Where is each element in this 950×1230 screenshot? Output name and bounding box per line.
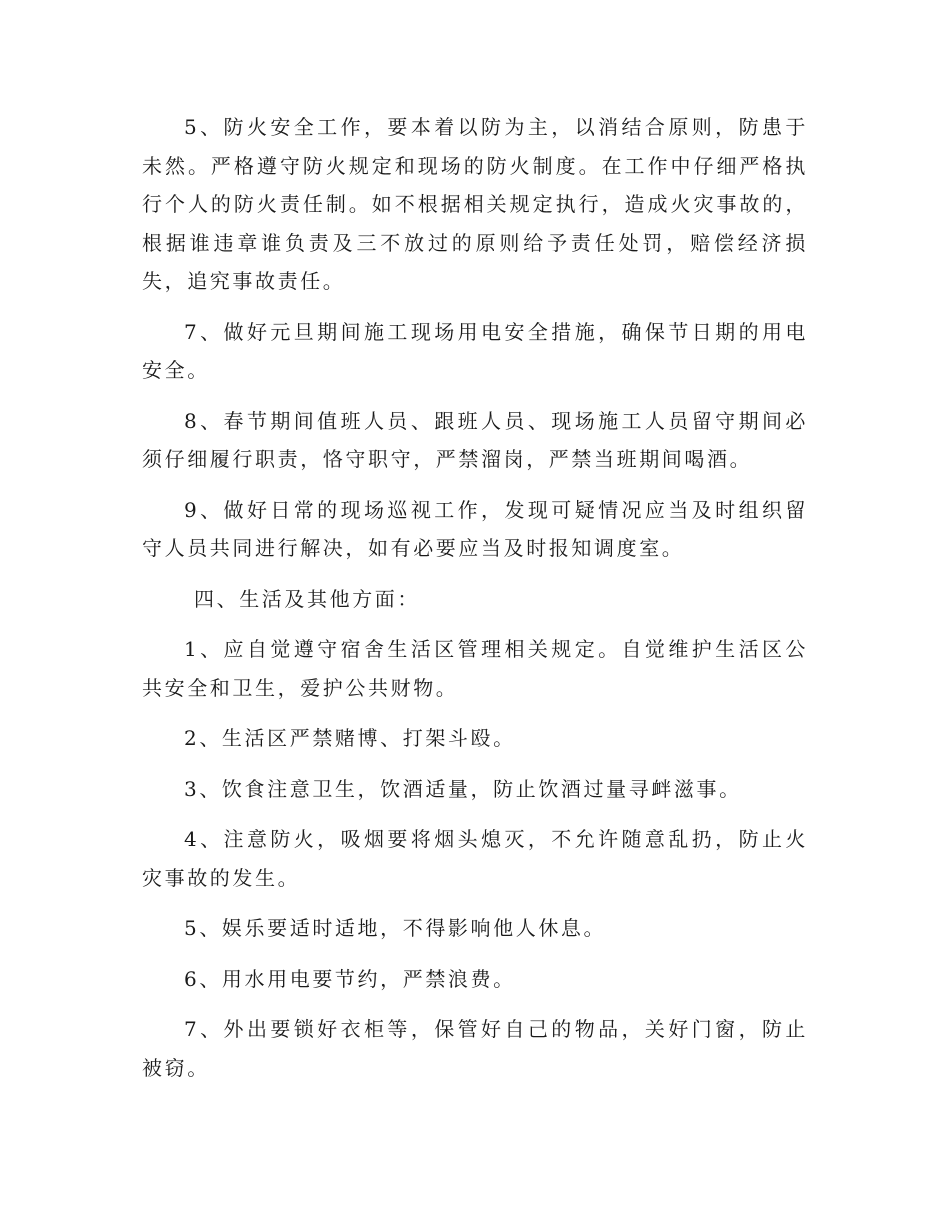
section-heading-living: 四、生活及其他方面： [194,586,420,611]
paragraph-food-drink: 3、饮食注意卫生，饮酒适量，防止饮酒过量寻衅滋事。 [184,776,742,801]
paragraph-spring-festival-duty: 8、春节期间值班人员、跟班人员、现场施工人员留守期间必须仔细履行职责，恪守职守，严禁溜岗，严禁当班期间喝酒。 [142,408,808,471]
paragraph-no-gambling: 2、生活区严禁赌博、打架斗殴。 [184,726,516,750]
paragraph-save-water-power: 6、用水用电要节约，严禁浪费。 [184,966,516,991]
paragraph-new-year-electricity: 7、做好元旦期间施工现场用电安全措施，确保节日期的用电安全。 [142,319,808,382]
paragraph-site-patrol: 9、做好日常的现场巡视工作，发现可疑情况应当及时组织留守人员共同进行解决，如有必要应当及时报知调度室。 [142,497,808,560]
paragraph-dormitory-rules: 1、应自觉遵守宿舍生活区管理相关规定。自觉维护生活区公共安全和卫生，爱护公共财物。 [142,637,808,700]
paragraph-entertainment: 5、娱乐要适时适地，不得影响他人休息。 [184,916,607,940]
paragraph-smoking-fire: 4、注意防火，吸烟要将烟头熄灭，不允许随意乱扔，防止火灾事故的发生。 [142,827,808,890]
paragraph-lock-belongings: 7、外出要锁好衣柜等，保管好自己的物品，关好门窗，防止被窃。 [142,1017,808,1080]
document-page [142,108,808,1099]
paragraph-fire-safety: 5、防火安全工作，要本着以防为主，以消结合原则，防患于未然。严格遵守防火规定和现场的防火制度。在工作中仔细严格执行个人的防火责任制。如不根据相关规定执行，造成火灾事故的，根据谁违章谁负责及三不放过的原则给予责任处罚，赔偿经济损失，追究事故责任。 [142,115,808,293]
